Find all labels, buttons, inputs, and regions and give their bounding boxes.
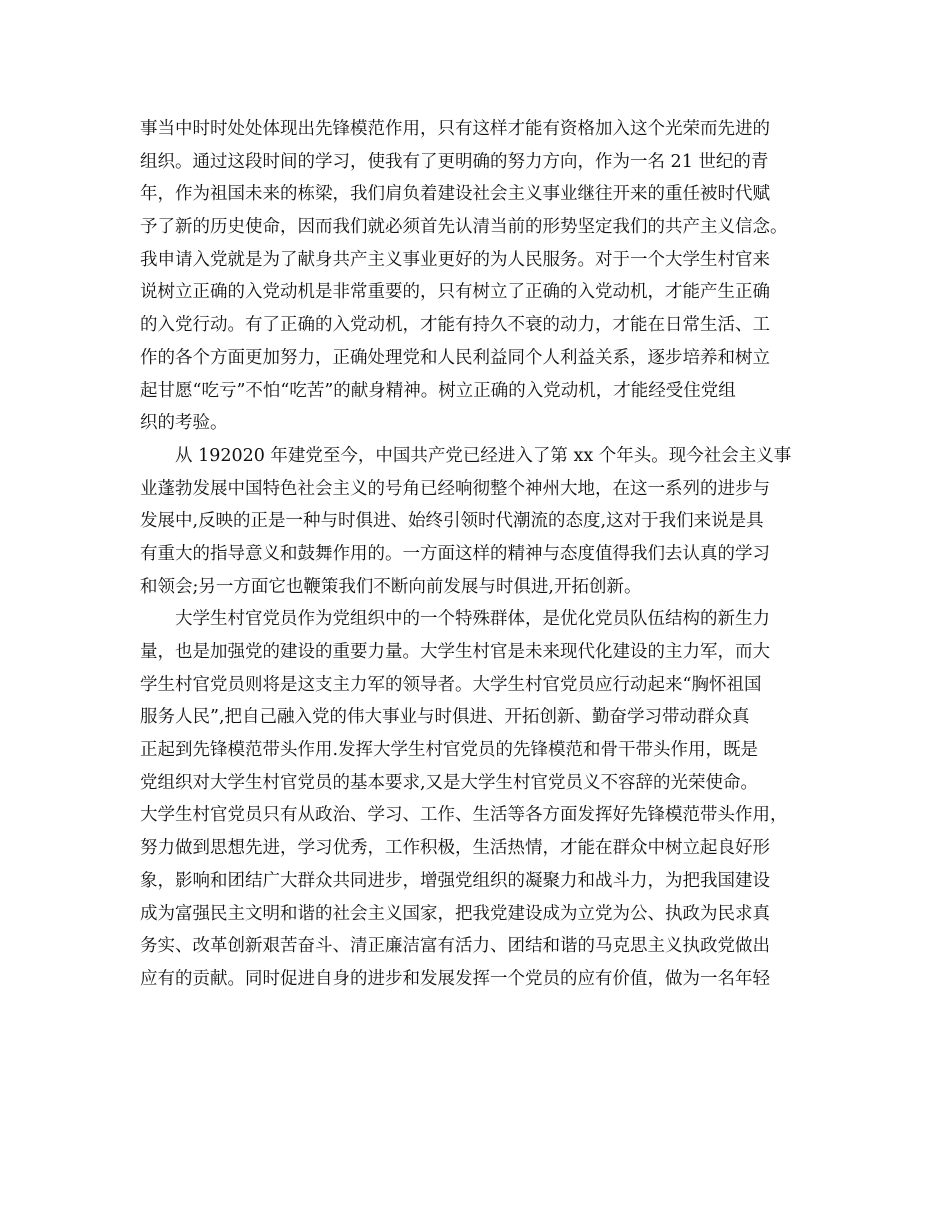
text-line: 予了新的历史使命，因而我们就必须首先认清当前的形势坚定我们的共产主义信念。 bbox=[140, 217, 788, 238]
text-line: 学生村官党员则将是这支主力军的领导者。大学生村官党员应行动起来“胸怀祖国 bbox=[140, 674, 762, 695]
text-line: 业蓬勃发展中国特色社会主义的号角已经响彻整个神州大地，在这一系列的进步与 bbox=[140, 478, 770, 499]
text-line: 服务人民”,把自己融入党的伟大事业与时俱进、开拓创新、勤奋学习带动群众真 bbox=[140, 707, 750, 728]
text-line: 党组织对大学生村官党员的基本要求,又是大学生村官党员义不容辞的光荣使命。 bbox=[140, 772, 759, 793]
document-body bbox=[140, 113, 830, 996]
text-line: 作的各个方面更加努力，正确处理党和人民利益同个人利益关系，逐步培养和树立 bbox=[140, 347, 770, 368]
paragraph bbox=[140, 440, 830, 603]
text-line: 说树立正确的入党动机是非常重要的，只有树立了正确的入党动机，才能产生正确 bbox=[140, 282, 770, 303]
text-line: 努力做到思想先进，学习优秀，工作积极，生活热情，才能在群众中树立起良好形 bbox=[140, 838, 770, 859]
paragraph bbox=[140, 603, 830, 995]
text-line: 事当中时时处处体现出先锋模范作用，只有这样才能有资格加入这个光荣而先进的 bbox=[140, 119, 770, 139]
text-line: 年，作为祖国未来的栋梁，我们肩负着建设社会主义事业继往开来的重任被时代赋 bbox=[140, 184, 770, 205]
text-line: 我申请入党就是为了献身共产主义事业更好的为人民服务。对于一个大学生村官来 bbox=[140, 249, 770, 270]
text-line: 从 192020 年建党至今，中国共产党已经进入了第 xx 个年头。现今社会主义事 bbox=[175, 445, 792, 466]
text-line: 成为富强民主文明和谐的社会主义国家，把我党建设成为立党为公、执政为民求真 bbox=[140, 903, 770, 924]
text-line: 大学生村官党员作为党组织中的一个特殊群体，是优化党员队伍结构的新生力 bbox=[175, 609, 770, 630]
text-line: 的入党行动。有了正确的入党动机，才能有持久不衰的动力，才能在日常生活、工 bbox=[140, 315, 770, 336]
text-line: 象，影响和团结广大群众共同进步，增强党组织的凝聚力和战斗力，为把我国建设 bbox=[140, 870, 770, 891]
text-line: 织的考验。 bbox=[140, 413, 228, 434]
text-line: 有重大的指导意义和鼓舞作用的。一方面这样的精神与态度值得我们去认真的学习 bbox=[140, 543, 770, 564]
text-line: 量，也是加强党的建设的重要力量。大学生村官是未来现代化建设的主力军，而大 bbox=[140, 642, 770, 662]
text-line: 和领会;另一方面它也鞭策我们不断向前发展与时俱进,开拓创新。 bbox=[140, 576, 642, 597]
text-line: 正起到先锋模范带头作用.发挥大学生村官党员的先锋模范和骨干带头作用，既是 bbox=[140, 740, 759, 761]
paragraph bbox=[140, 113, 830, 440]
text-line: 应有的贡献。同时促进自身的进步和发展发挥一个党员的应有价值，做为一名年轻 bbox=[140, 968, 770, 989]
text-line: 发展中,反映的正是一种与时俱进、始终引领时代潮流的态度,这对于我们来说是具 bbox=[140, 511, 764, 532]
text-line: 大学生村官党员只有从政治、学习、工作、生活等各方面发挥好先锋模范带头作用， bbox=[140, 805, 788, 826]
text-line: 务实、改革创新艰苦奋斗、清正廉洁富有活力、团结和谐的马克思主义执政党做出 bbox=[140, 936, 770, 957]
text-line: 起甘愿“吃亏”不怕“吃苦”的献身精神。树立正确的入党动机，才能经受住党组 bbox=[140, 380, 736, 401]
text-line: 组织。通过这段时间的学习，使我有了更明确的努力方向，作为一名 21 世纪的青 bbox=[140, 151, 769, 172]
